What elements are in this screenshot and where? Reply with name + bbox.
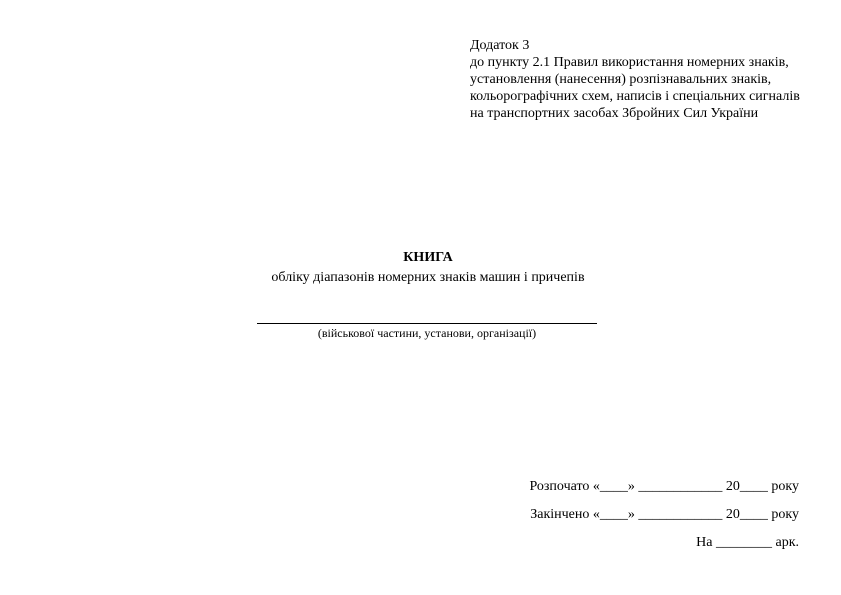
appendix-reference-line: на транспортних засобах Збройних Сил України (470, 106, 759, 121)
appendix-reference-line: кольорографічних схем, написів і спеціальних сигналів (470, 89, 800, 104)
started-line: Розпочато «____» ____________ 20____ року (529, 479, 799, 494)
appendix-reference-line: до пункту 2.1 Правил використання номерних знаків, (470, 55, 789, 70)
document-subtitle: обліку діапазонів номерних знаків машин і причепів (271, 270, 585, 285)
dates-block (529, 478, 799, 551)
organization-block (257, 305, 597, 340)
finished-line: Закінчено «____» ____________ 20____ року (530, 507, 799, 522)
organization-caption: (військової частини, установи, організації) (317, 326, 537, 340)
appendix-number: Додаток 3 (470, 38, 530, 53)
organization-fill-line (257, 305, 597, 324)
appendix-block (470, 37, 830, 122)
document-title: КНИГА (403, 250, 453, 265)
appendix-reference-line: установлення (нанесення) розпізнавальних знаків, (470, 72, 772, 87)
sheets-line: На ________ арк. (696, 535, 799, 550)
title-block (256, 249, 600, 286)
